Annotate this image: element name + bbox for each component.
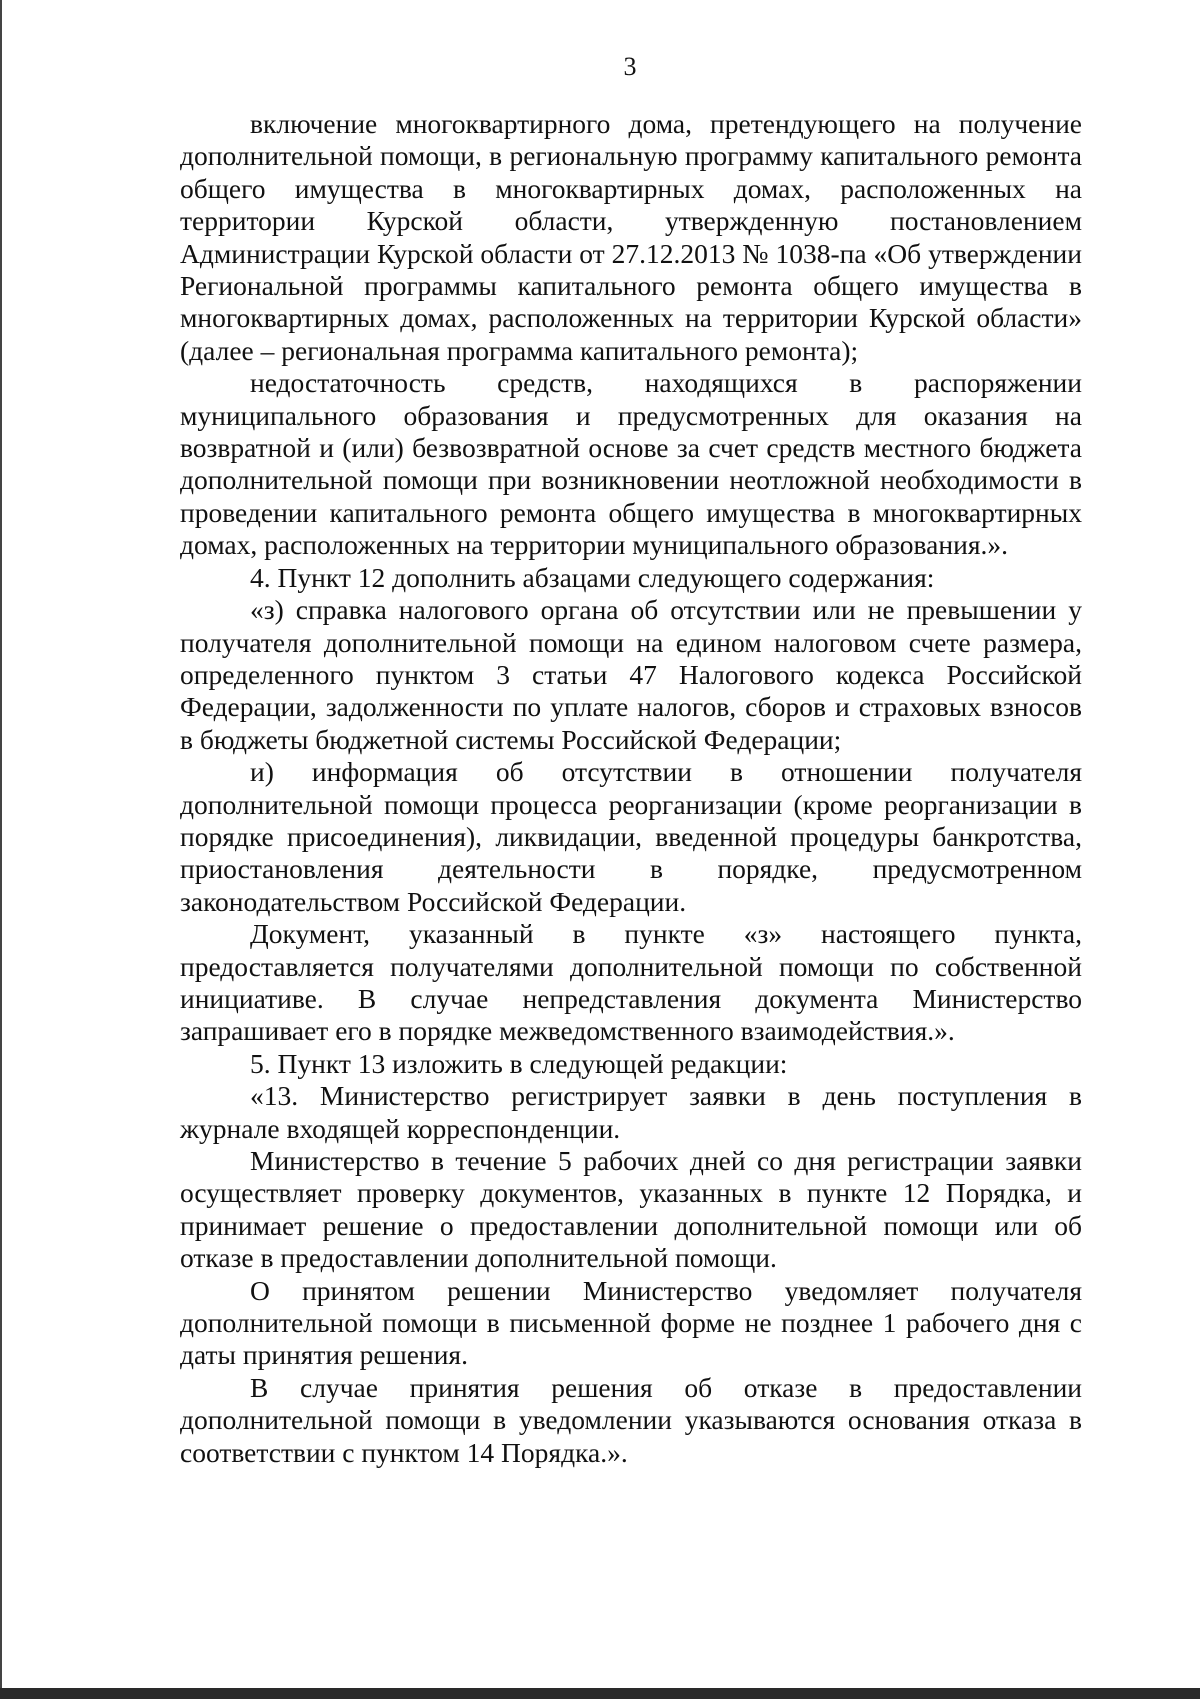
paragraph-item-13-refusal: В случае принятия решения об отказе в предоставлении дополнительной помощи в уведомлении указываются основания отказа в соответствии с пунктом 14 Порядка.».: [180, 1371, 1082, 1468]
page-number: 3: [623, 52, 637, 81]
paragraph-item-13-notification: О принятом решении Министерство уведомляет получателя дополнительной помощи в письменной форме не позднее 1 рабочего дня с даты принятия решения.: [180, 1274, 1082, 1371]
paragraph-document-z-note: Документ, указанный в пункте «з» настоящего пункта, предоставляется получателями дополнительной помощи по собственной инициативе. В случае непредставления документа Министерство запрашивает его в порядке межведомственного взаимодействия.».: [180, 918, 1082, 1047]
paragraph-item-5-heading: 5. Пункт 13 изложить в следующей редакции:: [250, 1047, 788, 1079]
document-body: [180, 108, 1082, 1469]
paragraph-item-13-review: Министерство в течение 5 рабочих дней со дня регистрации заявки осуществляет проверку документов, указанных в пункте 12 Порядка, и принимает решение о предоставлении дополнительной помощи или об отказе в предоставлении дополнительной помощи.: [180, 1145, 1082, 1274]
paragraph-subitem-i: и) информация об отсутствии в отношении получателя дополнительной помощи процесса реорганизации (кроме реорганизации в порядке присоединения), ликвидации, введенной процедуры банкротства, приостановления деятельности в порядке, предусмотренном законодательством Российской Федерации.: [180, 756, 1082, 917]
scan-edge-left: [0, 0, 2, 1699]
scan-edge-bottom: [0, 1688, 1200, 1699]
paragraph-item-4-heading: 4. Пункт 12 дополнить абзацами следующего содержания:: [250, 561, 935, 593]
paragraph-insufficient-funds: недостаточность средств, находящихся в распоряжении муниципального образования и предусмотренных для оказания на возвратной и (или) безвозвратной основе за счет средств местного бюджета дополнительной помощи при возникновении неотложной необходимости в проведении капитального ремонта общего имущества в многоквартирных домах, расположенных на территории муниципального образования.».: [180, 367, 1082, 561]
paragraph-item-13-registration: «13. Министерство регистрирует заявки в день поступления в журнале входящей корреспонденции.: [180, 1080, 1082, 1144]
paragraph-inclusion-program: включение многоквартирного дома, претендующего на получение дополнительной помощи, в региональную программу капитального ремонта общего имущества в многоквартирных домах, расположенных на территории Курской области, утвержденную постановлением Администрации Курской области от 27.12.2013 № 1038-па «Об утверждении Региональной программы капитального ремонта общего имущества в многоквартирных домах, расположенных на территории Курской области» (далее – региональная программа капитального ремонта);: [180, 108, 1082, 366]
paragraph-subitem-z: «з) справка налогового органа об отсутствии или не превышении у получателя дополнительной помощи на едином налоговом счете размера, определенного пунктом 3 статьи 47 Налогового кодекса Российской Федерации, задолженности по уплате налогов, сборов и страховых взносов в бюджеты бюджетной системы Российской Федерации;: [180, 594, 1082, 755]
